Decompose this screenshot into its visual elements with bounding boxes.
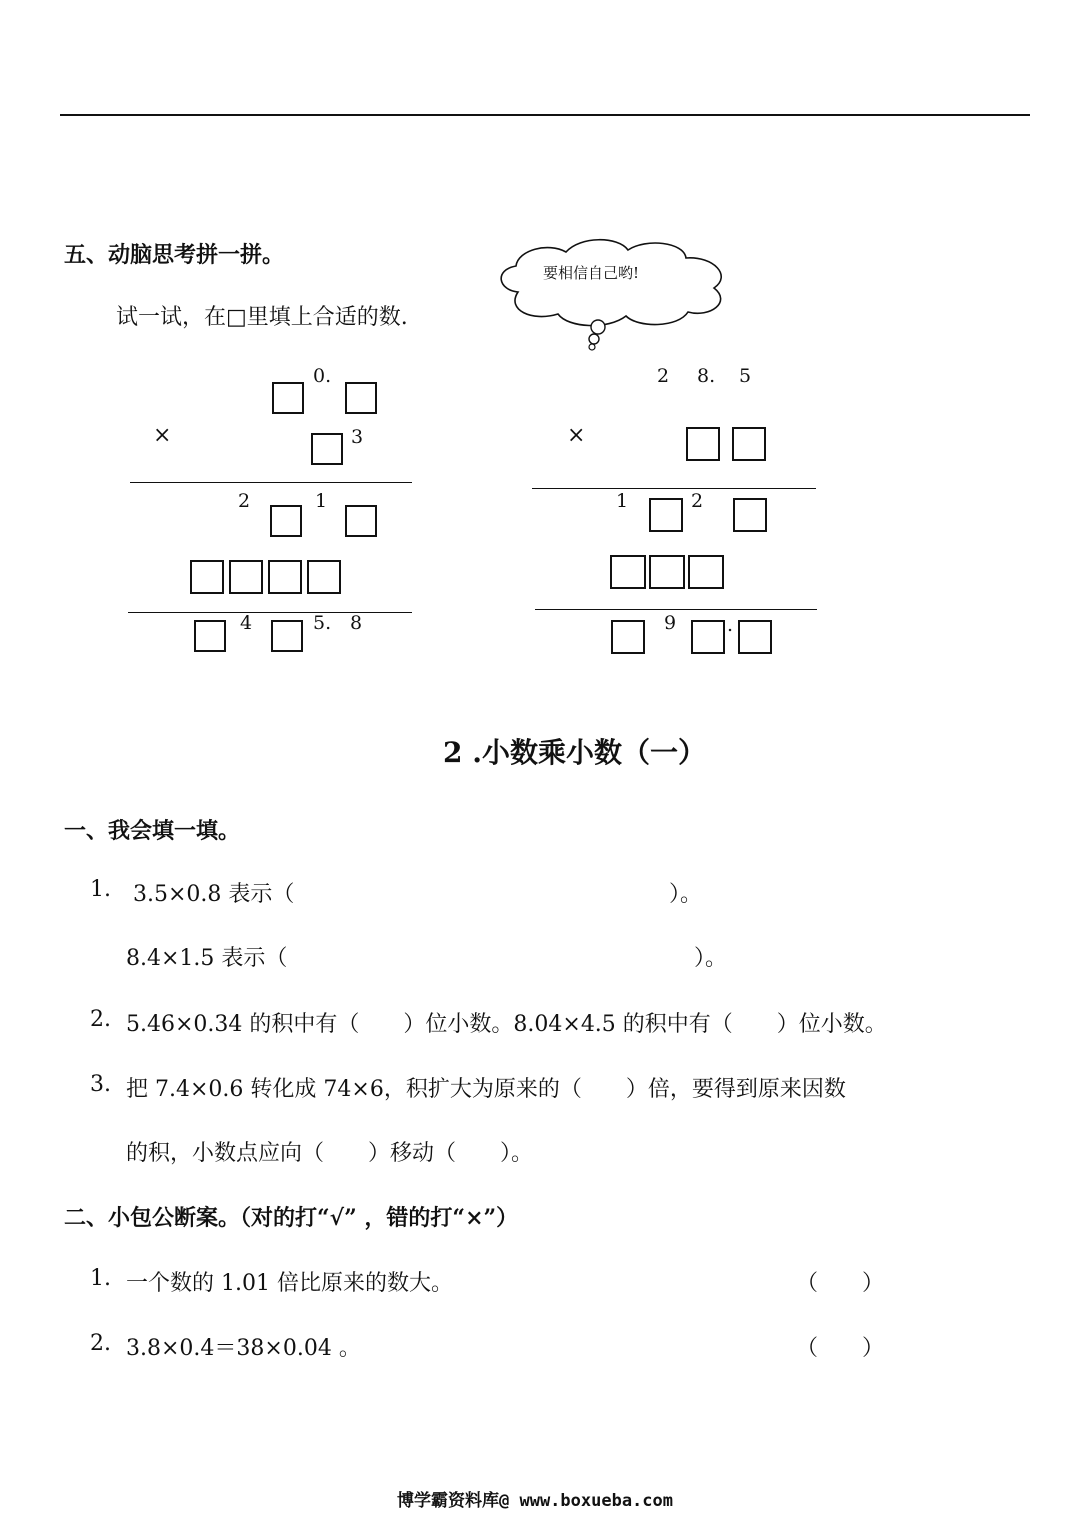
right-result-digit: 9 [664,612,677,634]
left-result-digit: 4 [240,612,253,634]
part1-heading: 一、我会填一填。 [64,818,241,844]
q1-number: 1. [90,877,111,902]
right-result-dot: . [727,614,734,636]
answer-box[interactable] [345,505,377,537]
q3-text-line2: 的积，小数点应向（ ）移动（ ）。 [126,1141,534,1166]
judge-item-number: 2. [90,1331,111,1356]
answer-box[interactable] [345,382,377,414]
left-line-1 [130,482,412,483]
section5-heading: 五、动脑思考拼一拼。 [64,242,285,268]
answer-box[interactable] [270,505,302,537]
answer-box[interactable] [271,620,303,652]
answer-box[interactable] [311,433,343,465]
answer-box[interactable] [686,427,720,461]
thought-cloud-icon [488,232,740,352]
answer-box[interactable] [190,560,224,594]
answer-box[interactable] [611,620,645,654]
answer-box[interactable] [307,560,341,594]
section5-instruction: 试一试，在□里填上合适的数. [116,305,408,330]
answer-box[interactable] [610,555,646,589]
answer-box[interactable] [268,560,302,594]
left-result-digit: 8 [350,612,363,634]
q1-b-text: 8.4×1.5 表示（ [126,946,288,971]
answer-box[interactable] [738,620,772,654]
q2-text: 5.46×0.34 的积中有（ ）位小数。8.04×4.5 的积中有（ ）位小数。 [126,1012,887,1037]
judge-answer-bracket[interactable]: （ ） [796,1271,885,1296]
left-mult-sign: × [153,423,172,448]
lesson-title: 2 .小数乘小数（一） [443,736,706,769]
judge-item-number: 1. [90,1266,111,1291]
right-top-digit: 5 [739,365,752,387]
top-rule [60,114,1030,116]
left-partial-digit: 1 [315,490,328,512]
q3-number: 3. [90,1072,111,1097]
left-line-2 [128,612,412,613]
judge-answer-bracket[interactable]: （ ） [796,1336,885,1361]
answer-box[interactable] [733,498,767,532]
answer-box[interactable] [691,620,725,654]
right-line-2 [535,609,817,610]
q2-number: 2. [90,1007,111,1032]
footer-watermark: 博学霸资料库@ www.boxueba.com [397,1491,673,1511]
right-mult-sign: × [567,423,586,448]
answer-box[interactable] [732,427,766,461]
right-partial-digit: 1 [616,490,629,512]
answer-box[interactable] [649,555,685,589]
q1-a-text: 3.5×0.8 表示（ [133,882,295,907]
right-top-digit: 8. [697,365,716,387]
q1-a-close: ）。 [669,882,703,907]
part2-heading: 二、小包公断案。（对的打“√” ，错的打“×”） [64,1205,519,1231]
q1-b-close: ）。 [694,946,728,971]
answer-box[interactable] [194,620,226,652]
left-mult-digit: 3 [351,426,364,448]
answer-box[interactable] [649,498,683,532]
answer-box[interactable] [229,560,263,594]
right-top-digit: 2 [657,365,670,387]
q3-text-line1: 把 7.4×0.6 转化成 74×6，积扩大为原来的（ ）倍，要得到原来因数 [126,1077,846,1102]
judge-item-text: 3.8×0.4＝38×0.04 。 [126,1336,361,1361]
cloud-text: 要相信自己哟! [543,264,640,282]
right-partial-digit: 2 [691,490,704,512]
left-partial-digit: 2 [238,490,251,512]
right-line-1 [532,488,816,489]
left-result-digit: 5. [313,612,332,634]
judge-item-text: 一个数的 1.01 倍比原来的数大。 [126,1271,453,1296]
left-top-digit: 0. [313,365,332,387]
answer-box[interactable] [272,382,304,414]
answer-box[interactable] [688,555,724,589]
